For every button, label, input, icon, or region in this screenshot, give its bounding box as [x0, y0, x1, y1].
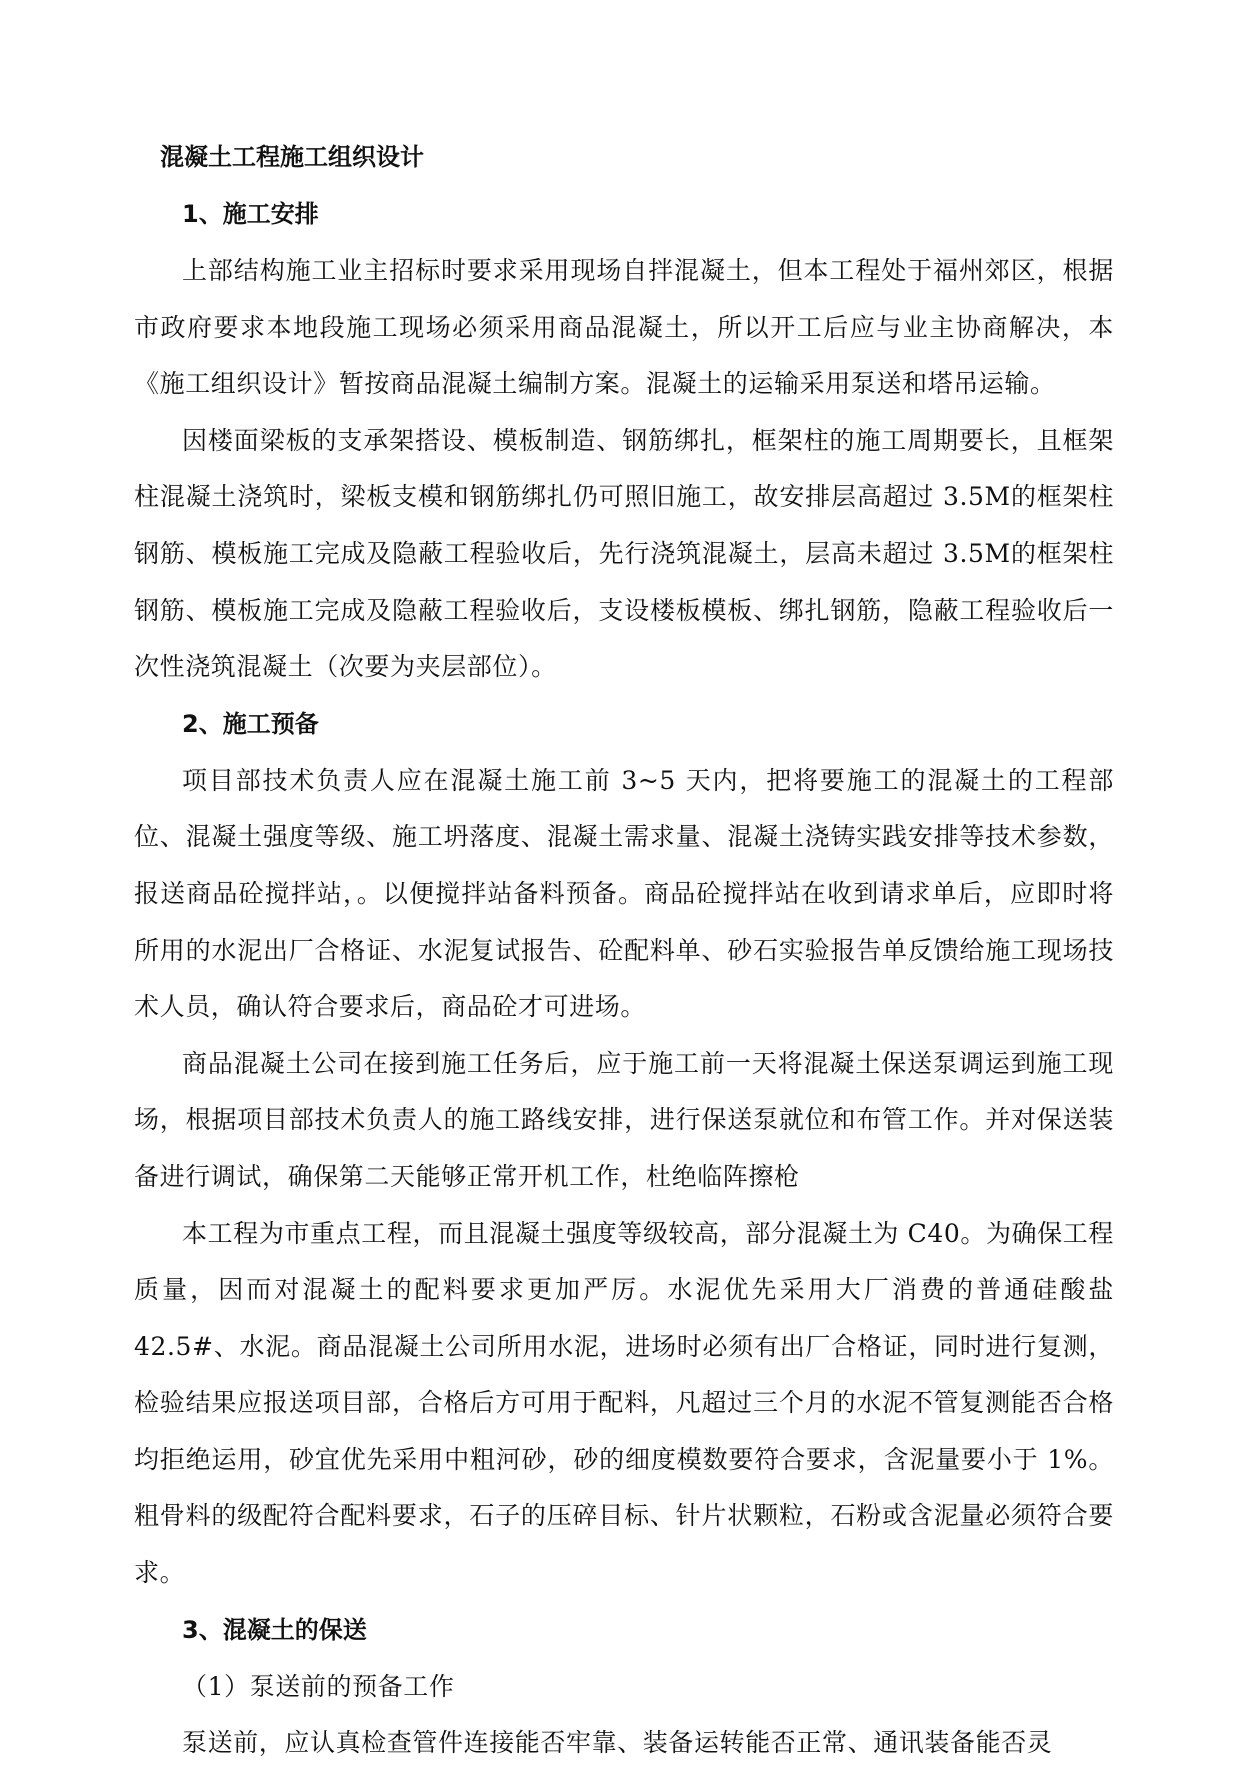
paragraph: 上部结构施工业主招标时要求采用现场自拌混凝土，但本工程处于福州郊区，根据市政府要求本地段施工现场必须采用商品混凝土，所以开工后应与业主协商解决，本《施工组织设计》暂按商品混凝土编制方案。混凝土的运输采用泵送和塔吊运输。 [134, 256, 1114, 399]
section-heading-1: 1、施工安排 [182, 200, 319, 228]
paragraph: 商品混凝土公司在接到施工任务后，应于施工前一天将混凝土保送泵调运到施工现场，根据项目部技术负责人的施工路线安排，进行保送泵就位和布管工作。并对保送装备进行调试，确保第二天能够正常开机工作，杜绝临阵擦枪 [134, 1048, 1114, 1191]
paragraph: 因楼面梁板的支承架搭设、模板制造、钢筋绑扎，框架柱的施工周期要长，且框架柱混凝土浇筑时，梁板支模和钢筋绑扎仍可照旧施工，故安排层高超过 3.5M的框架柱钢筋、模板施工完成及隐蔽工程验收后，先行浇筑混凝土，层高未超过 3.5M的框架柱钢筋、模板施工完成及隐蔽工程验收后，支设楼板模板、绑扎钢筋，隐蔽工程验收后一次性浇筑混凝土（次要为夹层部位）。 [134, 425, 1114, 682]
paragraph: 项目部技术负责人应在混凝土施工前 3~5 天内，把将要施工的混凝土的工程部位、混凝土强度等级、施工坍落度、混凝土需求量、混凝土浇铸实践安排等技术参数，报送商品砼搅拌站，。以便搅拌站备料预备。商品砼搅拌站在收到请求单后，应即时将所用的水泥出厂合格证、水泥复试报告、砼配料单、砂石实验报告单反馈给施工现场技术人员，确认符合要求后，商品砼才可进场。 [134, 765, 1114, 1022]
paragraph: 本工程为市重点工程，而且混凝土强度等级较高，部分混凝土为 C40。为确保工程质量，因而对混凝土的配料要求更加严厉。水泥优先采用大厂消费的普通硅酸盐 42.5#、水泥。商品混凝土公司所用水泥，进场时必须有出厂合格证，同时进行复测，检验结果应报送项目部，合格后方可用于配料，凡超过三个月的水泥不管复测能否合格均拒绝运用，砂宜优先采用中粗河砂，砂的细度模数要符合要求，含泥量要小于 1%。粗骨料的级配符合配料要求，石子的压碎目标、针片状颗粒，石粉或含泥量必须符合要求。 [134, 1218, 1114, 1588]
section-heading-3: 3、混凝土的保送 [182, 1615, 367, 1644]
document-title: 混凝土工程施工组织设计 [160, 143, 424, 171]
section-heading-2: 2、施工预备 [182, 709, 319, 738]
document-body [134, 128, 1114, 1772]
subsection-heading: （1）泵送前的预备工作 [182, 1671, 455, 1701]
paragraph: 泵送前，应认真检查管件连接能否牢靠、装备运转能否正常、通讯装备能否灵 [182, 1728, 1053, 1758]
